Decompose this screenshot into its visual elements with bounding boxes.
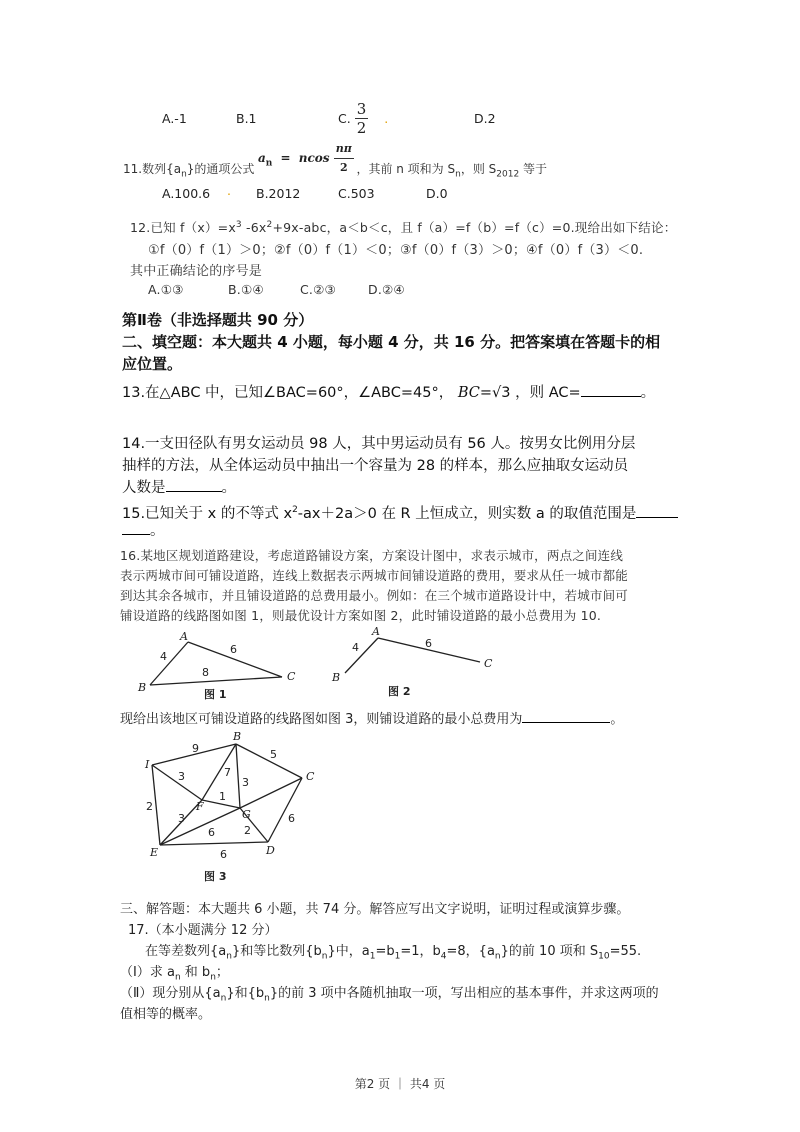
q12-option-c: C.②③: [300, 282, 336, 297]
fig2-label-a: A: [372, 625, 380, 638]
fig3-label-c: C: [306, 770, 315, 783]
fig2-caption: 图 2: [388, 685, 411, 698]
q11-option-d: D.0: [426, 186, 448, 201]
q11-dot: .: [227, 183, 231, 198]
figure-2: [331, 625, 493, 698]
page-footer: 第2 页 ｜ 共4 页: [354, 1077, 446, 1091]
fig3-weight-if: 3: [178, 770, 185, 783]
fig2-label-c: C: [484, 657, 493, 670]
q12-option-a: A.①③: [148, 282, 184, 297]
fig3-label-i: I: [145, 758, 150, 771]
fig1-label-a: A: [180, 630, 188, 643]
q13: 13.在△ABC 中，已知∠BAC=60°，∠ABC=45°， BC=√3 ，则 AC= 。: [122, 385, 656, 401]
fig3-label-g: G: [242, 808, 251, 821]
section2-header-cont: 应位置。: [122, 355, 183, 373]
section2-header: 二、填空题：本大题共 4 小题，每小题 4 分，共 16 分。把答案填在答题卡的相: [122, 333, 661, 351]
fig2-weight-ac: 6: [425, 637, 432, 650]
fig1-caption: 图 1: [204, 688, 227, 701]
q17-line1: 在等差数列$\{a_n\}$和等比数列$\{b_n\}$中，$a_1=b_1=1$，$b_4=8$，$\{a_n\}$的前 10 项和 $S_{10}=55$.: [145, 944, 642, 962]
fig3-weight-fg: 1: [219, 790, 226, 803]
fig3-weight-ib: 9: [192, 742, 199, 755]
q16-figures-1-2: [130, 625, 510, 705]
q17-part1: （Ⅰ）求 $a_n$ 和 $b_n$；: [120, 965, 229, 983]
fig3-weight-gc: 6: [288, 812, 295, 825]
fig1-weight-ac: 6: [230, 643, 237, 656]
q17-head: 17.（本小题满分 12 分）: [128, 923, 278, 938]
fig1-label-c: C: [287, 670, 296, 683]
q16-line2: 表示两城市间可铺设道路，连线上数据表示两城市间铺设道路的费用，要求从任一城市都能: [120, 568, 629, 583]
q12-line3: 其中正确结论的序号是: [130, 264, 263, 279]
q11-option-c: C.503: [338, 186, 375, 201]
q10-option-c: C. $\frac{3}{2}$ .: [338, 100, 389, 137]
q11-formula: $a_n = ncos$ $\frac{n\pi}{2}$: [258, 142, 352, 174]
q15-line2: 。: [122, 520, 165, 542]
fig3-weight-gd: 2: [244, 824, 251, 837]
q17-part2-cont: 值相等的概率。: [120, 1007, 212, 1022]
q10-option-d: D.2: [474, 111, 496, 126]
q12-option-d: D.②④: [368, 282, 405, 297]
figure-1: [137, 630, 296, 701]
fig3-weight-ed: 6: [220, 848, 227, 861]
fig3-weight-eg: 6: [208, 826, 215, 839]
q11-text: 11.数列$\{a_n\}$的通项公式 ，其前 n 项和为 $S_n$，则 $S_{2012}$ 等于: [123, 162, 547, 180]
q14-line2: 抽样的方法，从全体运动员中抽出一个容量为 28 的样本，那么应抽取女运动员: [122, 458, 629, 474]
fig3-label-d: D: [266, 844, 275, 857]
fig2-label-b: B: [332, 671, 341, 684]
q12-line2: ①f（0）f（1）＞0；②f（0）f（1）＜0；③f（0）f（3）＞0；④f（0）f（3）＜0.: [148, 243, 644, 258]
q14-line3: 人数是 。: [122, 480, 236, 496]
part2-title: 第Ⅱ卷（非选择题共 90 分）: [122, 311, 314, 329]
fig3-label-e: E: [150, 846, 159, 859]
fig3-weight-fe: 3: [178, 812, 185, 825]
fig3-weight-bc: 5: [270, 748, 277, 761]
section3-header: 三、解答题：本大题共 6 小题，共 74 分。解答应写出文字说明，证明过程或演算步骤。: [120, 902, 630, 917]
q14-line1: 14.一支田径队有男女运动员 98 人，其中男运动员有 56 人。按男女比例用分层: [122, 436, 636, 452]
q16-line1: 16.某地区规划道路建设，考虑道路铺设方案，方案设计图中，求表示城市，两点之间连线: [120, 548, 624, 563]
q17-part2: （Ⅱ）现分别从$\{a_n\}$和$\{b_n\}$的前 3 项中各随机抽取一项，写出相应的基本事件，并求这两项的: [120, 986, 659, 1004]
fig3-label-f: F: [196, 800, 204, 813]
q16-line4: 铺设道路的线路图如图 1，则最优设计方案如图 2，此时铺设道路的最小总费用为 10.: [120, 608, 602, 623]
fig3-weight-bf: 7: [224, 766, 231, 779]
fig3-weight-ie: 2: [146, 800, 153, 813]
q11-option-a: A.100.6: [162, 186, 211, 201]
fig3-label-b: B: [233, 730, 242, 743]
q11-option-b: B.2012: [256, 186, 301, 201]
q15-line1: 15.已知关于 x 的不等式 $x^2-ax+2a>0$ 在 R 上恒成立，则实数 a 的取值范围是: [122, 499, 678, 525]
fig1-label-b: B: [138, 681, 147, 694]
fig2-weight-ab: 4: [352, 641, 359, 654]
q12-line1: 12.已知 $f(x)=x^3$ $-6x^2+9x$-abc，a＜b＜c，且 f（a）=f（b）=f（c）=0.现给出如下结论：: [130, 219, 677, 235]
q10-option-a: A.-1: [162, 111, 187, 126]
fig1-weight-bc: 8: [202, 666, 209, 679]
q12-option-b: B.①④: [228, 282, 264, 297]
q16-line3: 到达其余各城市，并且铺设道路的总费用最小。例如：在三个城市道路设计中，若城市间可: [120, 588, 629, 603]
fig1-weight-ab: 4: [160, 650, 167, 663]
fig3-caption: 图 3: [204, 870, 227, 883]
q10-option-b: B.1: [236, 111, 257, 126]
q16-after: 现给出该地区可铺设道路的线路图如图 3，则铺设道路的最小总费用为 。: [120, 712, 624, 727]
fig3-weight-bg: 3: [242, 776, 249, 789]
figure-3: [140, 730, 340, 890]
